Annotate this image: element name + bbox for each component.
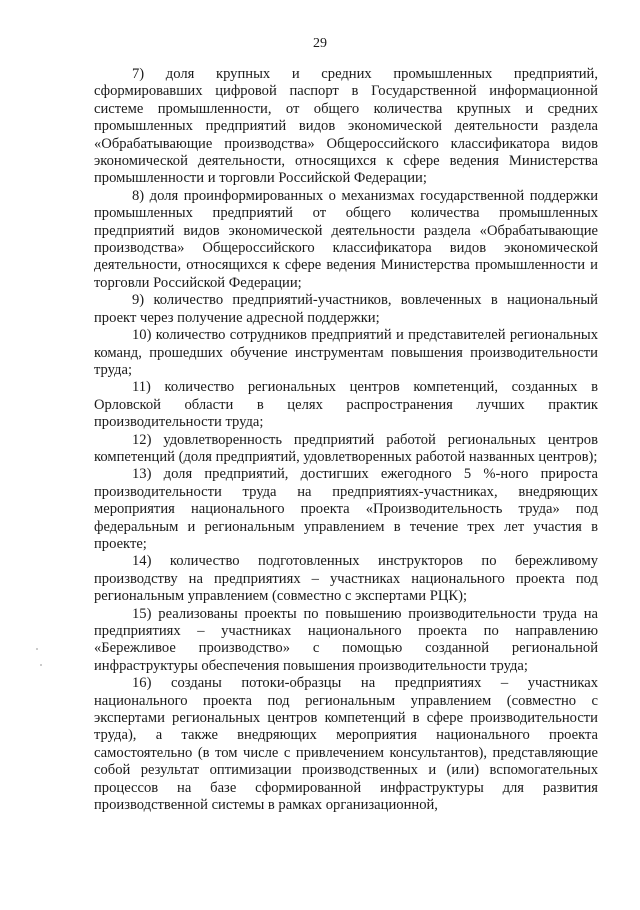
paragraph-item-12: 12) удовлетворенность предприятий работой региональных центров компетенций (доля предприятий, удовлетворенных работой названных центров); [94,431,598,465]
page-number: 29 [313,36,327,51]
paragraph-item-14: 14) количество подготовленных инструкторов по бережливому производству на предприятиях – участниках национального проекта под региональным управлением (совместно с экспертами РЦК); [94,553,598,605]
paragraph-item-11: 11) количество региональных центров компетенций, созданных в Орловской области в целях распространения лучших практик производительности труда; [94,379,598,431]
paragraph-item-10: 10) количество сотрудников предприятий и представителей региональных команд, прошедших обучение инструментам повышения производительности труда; [94,327,598,378]
paragraph-item-9: 9) количество предприятий-участников, вовлеченных в национальный проект через получение адресной поддержки; [94,292,598,326]
scan-speck [40,664,42,666]
paragraph-item-8: 8) доля проинформированных о механизмах государственной поддержки промышленных предприятий от общего количества промышленных предприятий видов экономической деятельности раздела «Обрабатывающие производства» Общероссийского классификатора видов экономической деятельности, относящихся к сфере ведения Министерства промышленности и торговли Российской Федерации; [94,187,598,291]
paragraph-item-15: 15) реализованы проекты по повышению производительности труда на предприятиях – участниках национального проекта по направлению «Бережливое производство» с помощью созданной региональной инфраструктуры обеспечения повышения производительности труда; [94,605,598,674]
scan-speck [36,648,38,650]
paragraph-item-13: 13) доля предприятий, достигших ежегодного 5 %-ного прироста производительности труда на предприятиях-участниках, внедряющих мероприятия национального проекта «Производительность труда» под федеральным и региональным управлением в течение трех лет участия в проекте; [94,466,598,552]
document-body [94,66,598,814]
paragraph-item-16: 16) созданы потоки-образцы на предприятиях – участниках национального проекта под региональным управлением (совместно с экспертами региональных центров компетенций в сфере производительности труда), а также внедряющих мероприятия национального проекта самостоятельно (в том числе с привлечением консультантов), представляющие собой результат оптимизации производственных и (или) вспомогательных процессов на базе сформированной инфраструктуры для развития производственной системы в рамках организационной, [94,675,598,814]
paragraph-item-7: 7) доля крупных и средних промышленных предприятий, сформировавших цифровой паспорт в Государственной информационной системе промышленности, от общего количества крупных и средних промышленных предприятий видов экономической деятельности раздела «Обрабатывающие производства» Общероссийского классификатора видов экономической деятельности, относящихся к сфере ведения Министерства промышленности и торговли Российской Федерации; [94,66,598,187]
